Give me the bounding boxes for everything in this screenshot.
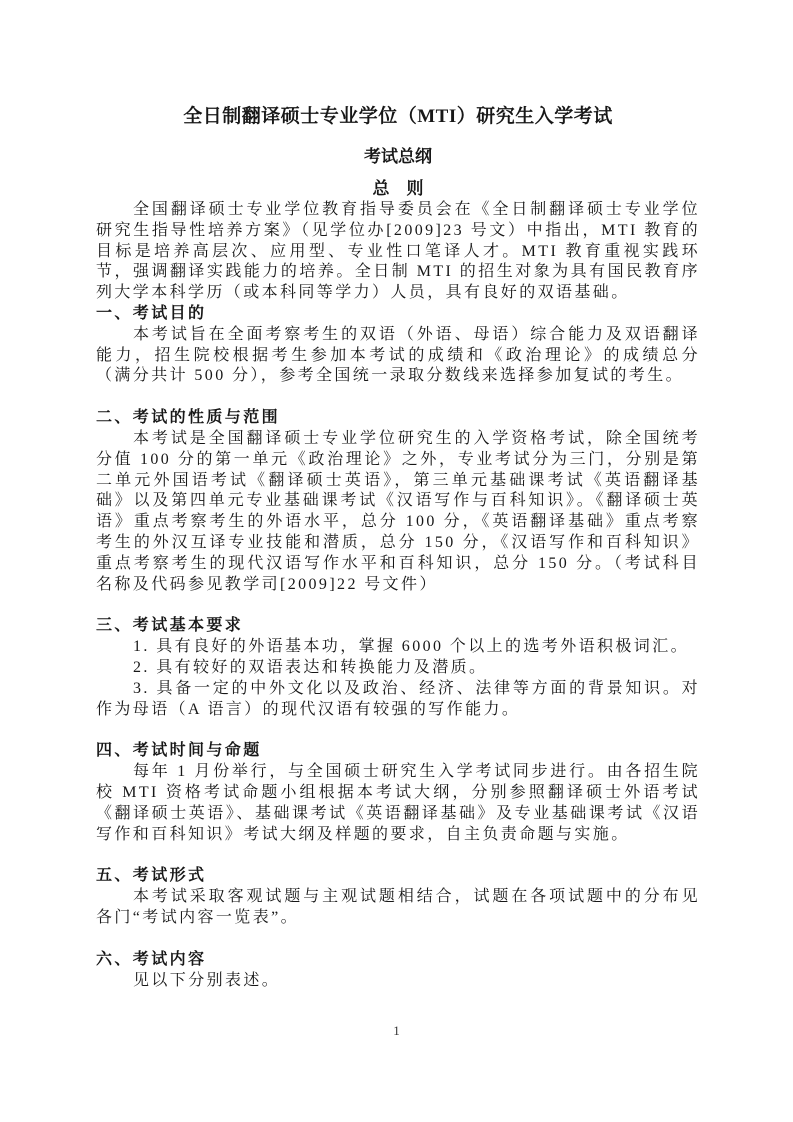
section-exam-format-paragraph: 本考试采取客观试题与主观试题相结合，试题在各项试题中的分布见各门“考试内容一览表”。	[96, 888, 700, 926]
section-exam-nature-scope	[96, 408, 700, 595]
section-exam-basic-requirements	[96, 616, 700, 720]
section-exam-purpose	[96, 304, 700, 387]
intro-paragraph: 全国翻译硕士专业学位教育指导委员会在《全日制翻译硕士专业学位研究生指导性培养方案》（见学位办[2009]23 号文）中指出，MTI 教育的目标是培养高层次、应用型、专业性口笔译人才。MTI 教育重视实践环节，强调翻译实践能力的培养。全日制 MTI 的招生对象为具有国民教育序列大学本科学历（或本科同等学力）人员，具有良好的双语基础。	[96, 201, 700, 302]
page-number: 1	[393, 1023, 400, 1038]
document-content	[96, 104, 700, 991]
section-exam-content	[96, 950, 700, 992]
section-exam-nature-scope-paragraph: 本考试是全国翻译硕士专业学位研究生的入学资格考试，除全国统考分值 100 分的第一单元《政治理论》之外，专业考试分为三门，分别是第二单元外国语考试《翻译硕士英语》，第三单元基础课考试《英语翻译基础》以及第四单元专业基础课考试《汉语写作与百科知识》。《翻译硕士英语》重点考察考生的外语水平，总分 100 分，《英语翻译基础》重点考察考生的外汉互译专业技能和潜质，总分 150 分，《汉语写作和百科知识》重点考察考生的现代汉语写作水平和百科知识，总分 150 分。（考试科目名称及代码参见教学司[2009]22 号文件）	[96, 429, 700, 593]
requirement-item-3: 3. 具备一定的中外文化以及政治、经济、法律等方面的背景知识。对作为母语（A 语言）的现代汉语有较强的写作能力。	[96, 679, 700, 718]
section-exam-content-heading: 六、考试内容	[96, 950, 207, 968]
requirement-item-1: 1. 具有良好的外语基本功，掌握 6000 个以上的选考外语积极词汇。	[133, 638, 690, 656]
document-title: 全日制翻译硕士专业学位（MTI）研究生入学考试	[183, 106, 613, 127]
section-exam-content-paragraph: 见以下分别表述。	[133, 971, 281, 989]
section-exam-purpose-paragraph: 本考试旨在全面考察考生的双语（外语、母语）综合能力及双语翻译能力，招生院校根据考生参加本考试的成绩和《政治理论》的成绩总分（满分共计 500 分），参考全国统一录取分数线来选择参加复试的考生。	[96, 325, 700, 385]
section-exam-format	[96, 866, 700, 928]
section-exam-time-setting-heading: 四、考试时间与命题	[96, 742, 262, 760]
section-exam-time-setting-paragraph: 每年 1 月份举行，与全国硕士研究生入学考试同步进行。由各招生院校 MTI 资格考试命题小组根据本考试大纲，分别参照翻译硕士外语考试《翻译硕士英语》、基础课考试《英语翻译基础》及专业基础课考试《汉语写作和百科知识》考试大纲及样题的要求，自主负责命题与实施。	[96, 763, 700, 843]
general-rules-heading: 总 则	[372, 179, 424, 198]
requirement-item-2: 2. 具有较好的双语表达和转换能力及潜质。	[133, 658, 488, 676]
section-exam-nature-scope-heading: 二、考试的性质与范围	[96, 409, 281, 427]
section-exam-format-heading: 五、考试形式	[96, 867, 207, 885]
section-exam-purpose-heading: 一、考试目的	[96, 304, 207, 322]
document-subtitle: 考试总纲	[364, 147, 432, 166]
section-exam-basic-requirements-heading: 三、考试基本要求	[96, 617, 244, 635]
section-exam-time-setting	[96, 741, 700, 845]
